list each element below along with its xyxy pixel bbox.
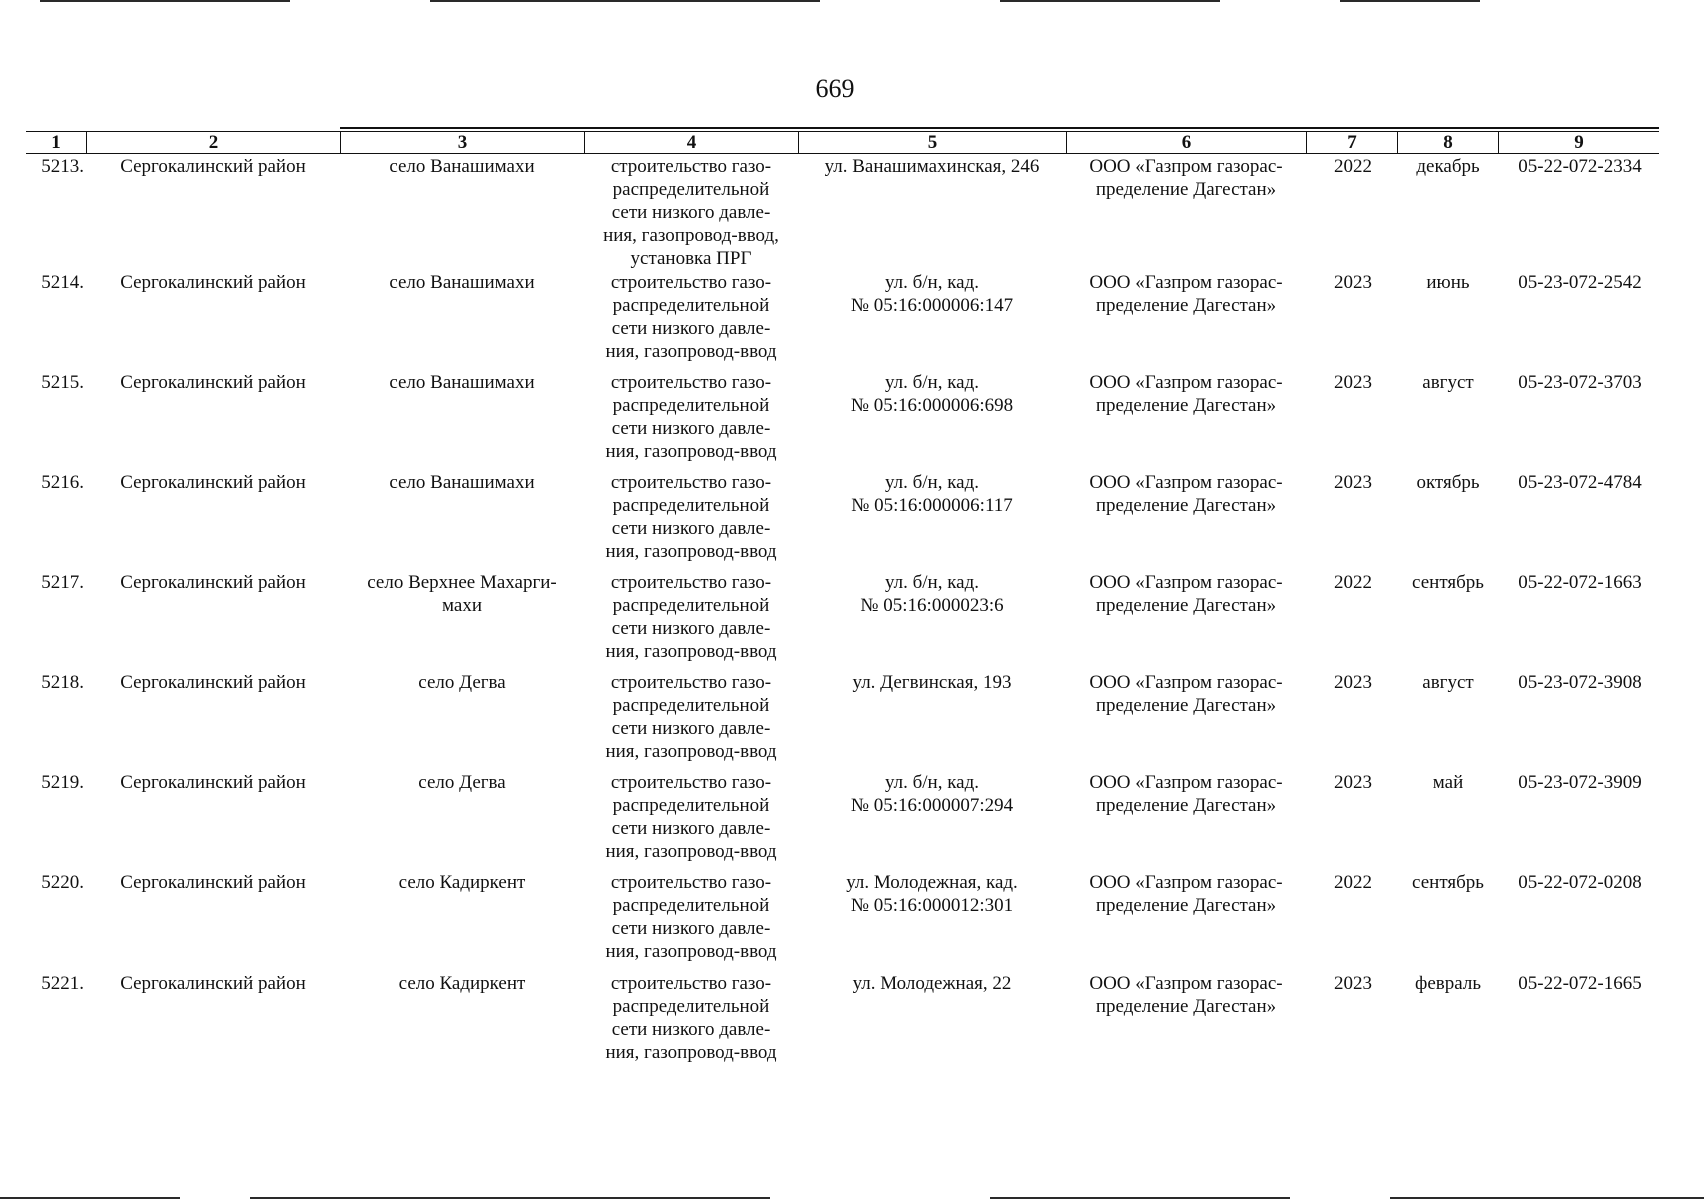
cell-address: ул. Ванашимахинская, 246 xyxy=(824,156,1040,177)
cell-district: Сергокалинский район xyxy=(120,772,306,793)
cell-year: 2022 xyxy=(1334,156,1372,177)
cell-month: май xyxy=(1432,772,1464,793)
scan-edge-bottom-2 xyxy=(250,1197,770,1199)
cell-address: ул. Дегвинская, 193 xyxy=(852,672,1012,693)
cell-district: Сергокалинский район xyxy=(120,472,306,493)
cell-code: 05-23-072-3908 xyxy=(1518,672,1642,693)
cell-address: ул. Молодежная, 22 xyxy=(852,973,1012,994)
cell-settlement: село Кадиркент xyxy=(398,973,526,994)
cell-year: 2023 xyxy=(1334,973,1372,994)
scan-edge-top-1 xyxy=(40,0,290,2)
cell-num: 5214. xyxy=(41,272,84,293)
cell-org: ООО «Газпром газорас- пределение Дагестан» xyxy=(1089,372,1283,416)
cell-org: ООО «Газпром газорас- пределение Дагестан» xyxy=(1089,872,1283,916)
cell-month: сентябрь xyxy=(1412,872,1484,893)
cell-district: Сергокалинский район xyxy=(120,272,306,293)
column-header-8: 8 xyxy=(1397,132,1498,153)
page-number: 669 xyxy=(815,74,855,103)
cell-code: 05-22-072-0208 xyxy=(1518,872,1642,893)
cell-org: ООО «Газпром газорас- пределение Дагестан» xyxy=(1089,672,1283,716)
cell-year: 2023 xyxy=(1334,272,1372,293)
cell-month: февраль xyxy=(1415,973,1481,994)
cell-settlement: село Верхнее Махарги- махи xyxy=(367,572,557,616)
cell-num: 5216. xyxy=(41,472,84,493)
cell-org: ООО «Газпром газорас- пределение Дагестан» xyxy=(1089,772,1283,816)
column-header-1: 1 xyxy=(51,132,61,153)
cell-num: 5219. xyxy=(41,772,84,793)
cell-year: 2023 xyxy=(1334,372,1372,393)
column-header-9: 9 xyxy=(1498,132,1659,153)
cell-work: строительство газо- распределительной сети низкого давле- ния, газопровод-ввод xyxy=(605,372,777,462)
cell-work: строительство газо- распределительной сети низкого давле- ния, газопровод-ввод, установка ПРГ xyxy=(603,156,779,269)
cell-settlement: село Ванашимахи xyxy=(389,472,535,493)
cell-settlement: село Ванашимахи xyxy=(389,372,535,393)
column-header-7: 7 xyxy=(1306,132,1397,153)
cell-district: Сергокалинский район xyxy=(120,156,306,177)
cell-code: 05-23-072-3909 xyxy=(1518,772,1642,793)
scan-edge-top-2 xyxy=(430,0,820,2)
cell-district: Сергокалинский район xyxy=(120,872,306,893)
cell-num: 5215. xyxy=(41,372,84,393)
cell-num: 5213. xyxy=(41,156,84,177)
column-header-4: 4 xyxy=(584,132,798,153)
column-header-3: 3 xyxy=(340,132,584,153)
cell-work: строительство газо- распределительной сети низкого давле- ния, газопровод-ввод xyxy=(605,772,777,862)
cell-settlement: село Дегва xyxy=(418,772,506,793)
cell-year: 2023 xyxy=(1334,472,1372,493)
cell-code: 05-22-072-1663 xyxy=(1518,572,1642,593)
cell-year: 2023 xyxy=(1334,672,1372,693)
cell-address: ул. б/н, кад. № 05:16:000006:117 xyxy=(851,472,1013,516)
cell-district: Сергокалинский район xyxy=(120,372,306,393)
column-header-6: 6 xyxy=(1066,132,1306,153)
cell-org: ООО «Газпром газорас- пределение Дагестан» xyxy=(1089,472,1283,516)
cell-year: 2022 xyxy=(1334,572,1372,593)
column-header-5: 5 xyxy=(798,132,1066,153)
cell-year: 2023 xyxy=(1334,772,1372,793)
cell-org: ООО «Газпром газорас- пределение Дагестан» xyxy=(1089,572,1283,616)
cell-district: Сергокалинский район xyxy=(120,672,306,693)
scan-edge-bottom-1 xyxy=(0,1197,180,1199)
cell-month: октябрь xyxy=(1416,472,1480,493)
cell-settlement: село Ванашимахи xyxy=(389,272,535,293)
cell-month: сентябрь xyxy=(1412,572,1484,593)
cell-settlement: село Дегва xyxy=(418,672,506,693)
cell-month: август xyxy=(1422,672,1474,693)
cell-settlement: село Ванашимахи xyxy=(389,156,535,177)
cell-work: строительство газо- распределительной сети низкого давле- ния, газопровод-ввод xyxy=(605,272,777,362)
cell-org: ООО «Газпром газорас- пределение Дагестан» xyxy=(1089,272,1283,316)
cell-address: ул. Молодежная, кад. № 05:16:000012:301 xyxy=(846,872,1018,916)
cell-num: 5217. xyxy=(41,572,84,593)
cell-work: строительство газо- распределительной сети низкого давле- ния, газопровод-ввод xyxy=(605,872,777,962)
cell-org: ООО «Газпром газорас- пределение Дагестан» xyxy=(1089,973,1283,1017)
cell-work: строительство газо- распределительной сети низкого давле- ния, газопровод-ввод xyxy=(605,672,777,762)
cell-month: июнь xyxy=(1426,272,1470,293)
table-header xyxy=(26,131,1659,154)
scan-edge-bottom-4 xyxy=(1390,1197,1704,1199)
cell-num: 5220. xyxy=(41,872,84,893)
cell-district: Сергокалинский район xyxy=(120,572,306,593)
cell-district: Сергокалинский район xyxy=(120,973,306,994)
column-header-2: 2 xyxy=(86,132,340,153)
cell-work: строительство газо- распределительной сети низкого давле- ния, газопровод-ввод xyxy=(605,973,777,1063)
cell-code: 05-23-072-2542 xyxy=(1518,272,1642,293)
cell-settlement: село Кадиркент xyxy=(398,872,526,893)
cell-year: 2022 xyxy=(1334,872,1372,893)
cell-code: 05-23-072-3703 xyxy=(1518,372,1642,393)
cell-work: строительство газо- распределительной сети низкого давле- ния, газопровод-ввод xyxy=(605,572,777,662)
cell-code: 05-23-072-4784 xyxy=(1518,472,1642,493)
cell-code: 05-22-072-2334 xyxy=(1518,156,1642,177)
cell-code: 05-22-072-1665 xyxy=(1518,973,1642,994)
header-top-rule xyxy=(340,127,1659,129)
cell-num: 5221. xyxy=(41,973,84,994)
cell-address: ул. б/н, кад. № 05:16:000006:147 xyxy=(850,272,1014,316)
scan-edge-bottom-3 xyxy=(990,1197,1290,1199)
scan-edge-top-3 xyxy=(1000,0,1220,2)
cell-num: 5218. xyxy=(41,672,84,693)
cell-work: строительство газо- распределительной сети низкого давле- ния, газопровод-ввод xyxy=(605,472,777,562)
cell-address: ул. б/н, кад. № 05:16:000007:294 xyxy=(850,772,1014,816)
cell-month: август xyxy=(1422,372,1474,393)
cell-address: ул. б/н, кад. № 05:16:000023:6 xyxy=(860,572,1004,616)
cell-org: ООО «Газпром газорас- пределение Дагестан» xyxy=(1089,156,1283,200)
cell-month: декабрь xyxy=(1416,156,1480,177)
cell-address: ул. б/н, кад. № 05:16:000006:698 xyxy=(850,372,1014,416)
scan-edge-top-4 xyxy=(1340,0,1480,2)
